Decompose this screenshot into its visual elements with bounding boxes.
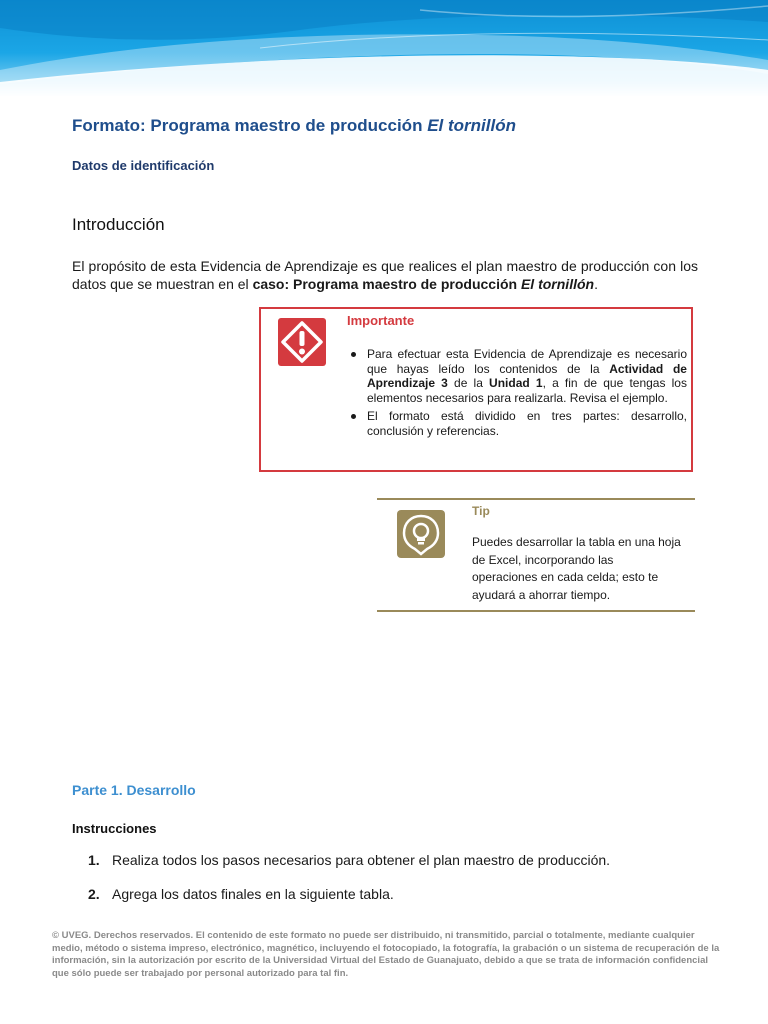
instructions-list bbox=[88, 852, 708, 920]
important-callout bbox=[259, 307, 693, 472]
step-text: Agrega los datos finales en la siguiente tabla. bbox=[112, 886, 394, 902]
list-item bbox=[88, 886, 708, 904]
step-text: Realiza todos los pasos necesarios para obtener el plan maestro de producción. bbox=[112, 852, 611, 868]
tip-callout bbox=[377, 498, 695, 612]
lightbulb-icon bbox=[397, 510, 445, 558]
introduction-heading: Introducción bbox=[72, 215, 165, 234]
part1-heading: Parte 1. Desarrollo bbox=[72, 782, 196, 798]
warning-icon bbox=[277, 317, 327, 367]
instructions-heading: Instrucciones bbox=[72, 821, 157, 836]
banner-wave-graphic bbox=[0, 0, 768, 96]
copyright-footer: © UVEG. Derechos reservados. El contenido de este formato no puede ser distribuido, ni transmitido, parcial o totalmente, mediante cualquier medio, método o sistema impreso, electrónico, magnético, incluyendo el fotocopiado, la fotografía, la grabación o un sistema de recuperación de la información, sin la autorización por escrito de la Universidad Virtual del Estado de Guanajuato, debido a que se trata de información confidencial que sólo puede ser trabajado por personal autorizado para tal fin. bbox=[52, 930, 720, 979]
page-title: Formato: Programa maestro de producción El tornillón bbox=[72, 116, 516, 135]
list-item: El formato está dividido en tres partes: desarrollo, conclusión y referencias. bbox=[349, 409, 687, 438]
list-item bbox=[88, 852, 708, 870]
identification-data-heading: Datos de identificación bbox=[72, 158, 215, 173]
step-number: 1. bbox=[88, 852, 100, 868]
tip-title: Tip bbox=[472, 504, 490, 518]
important-list bbox=[349, 347, 687, 442]
tip-text: Puedes desarrollar la tabla en una hoja de Excel, incorporando las operaciones en cada celda; esto te ayudará a ahorrar tiempo. bbox=[472, 535, 681, 602]
header-banner bbox=[0, 0, 768, 96]
step-number: 2. bbox=[88, 886, 100, 902]
introduction-paragraph: El propósito de esta Evidencia de Aprendizaje es que realices el plan maestro de producción con los datos que se muestran en el caso: Programa maestro de producción El tornillón. bbox=[72, 258, 698, 292]
list-item: Para efectuar esta Evidencia de Aprendizaje es necesario que hayas leído los contenidos de la Actividad de Aprendizaje 3 de la Unidad 1, a fin de que tengas los elementos necesarios para realizarla. Revisa el ejemplo. bbox=[349, 347, 687, 405]
important-title: Importante bbox=[347, 313, 415, 328]
